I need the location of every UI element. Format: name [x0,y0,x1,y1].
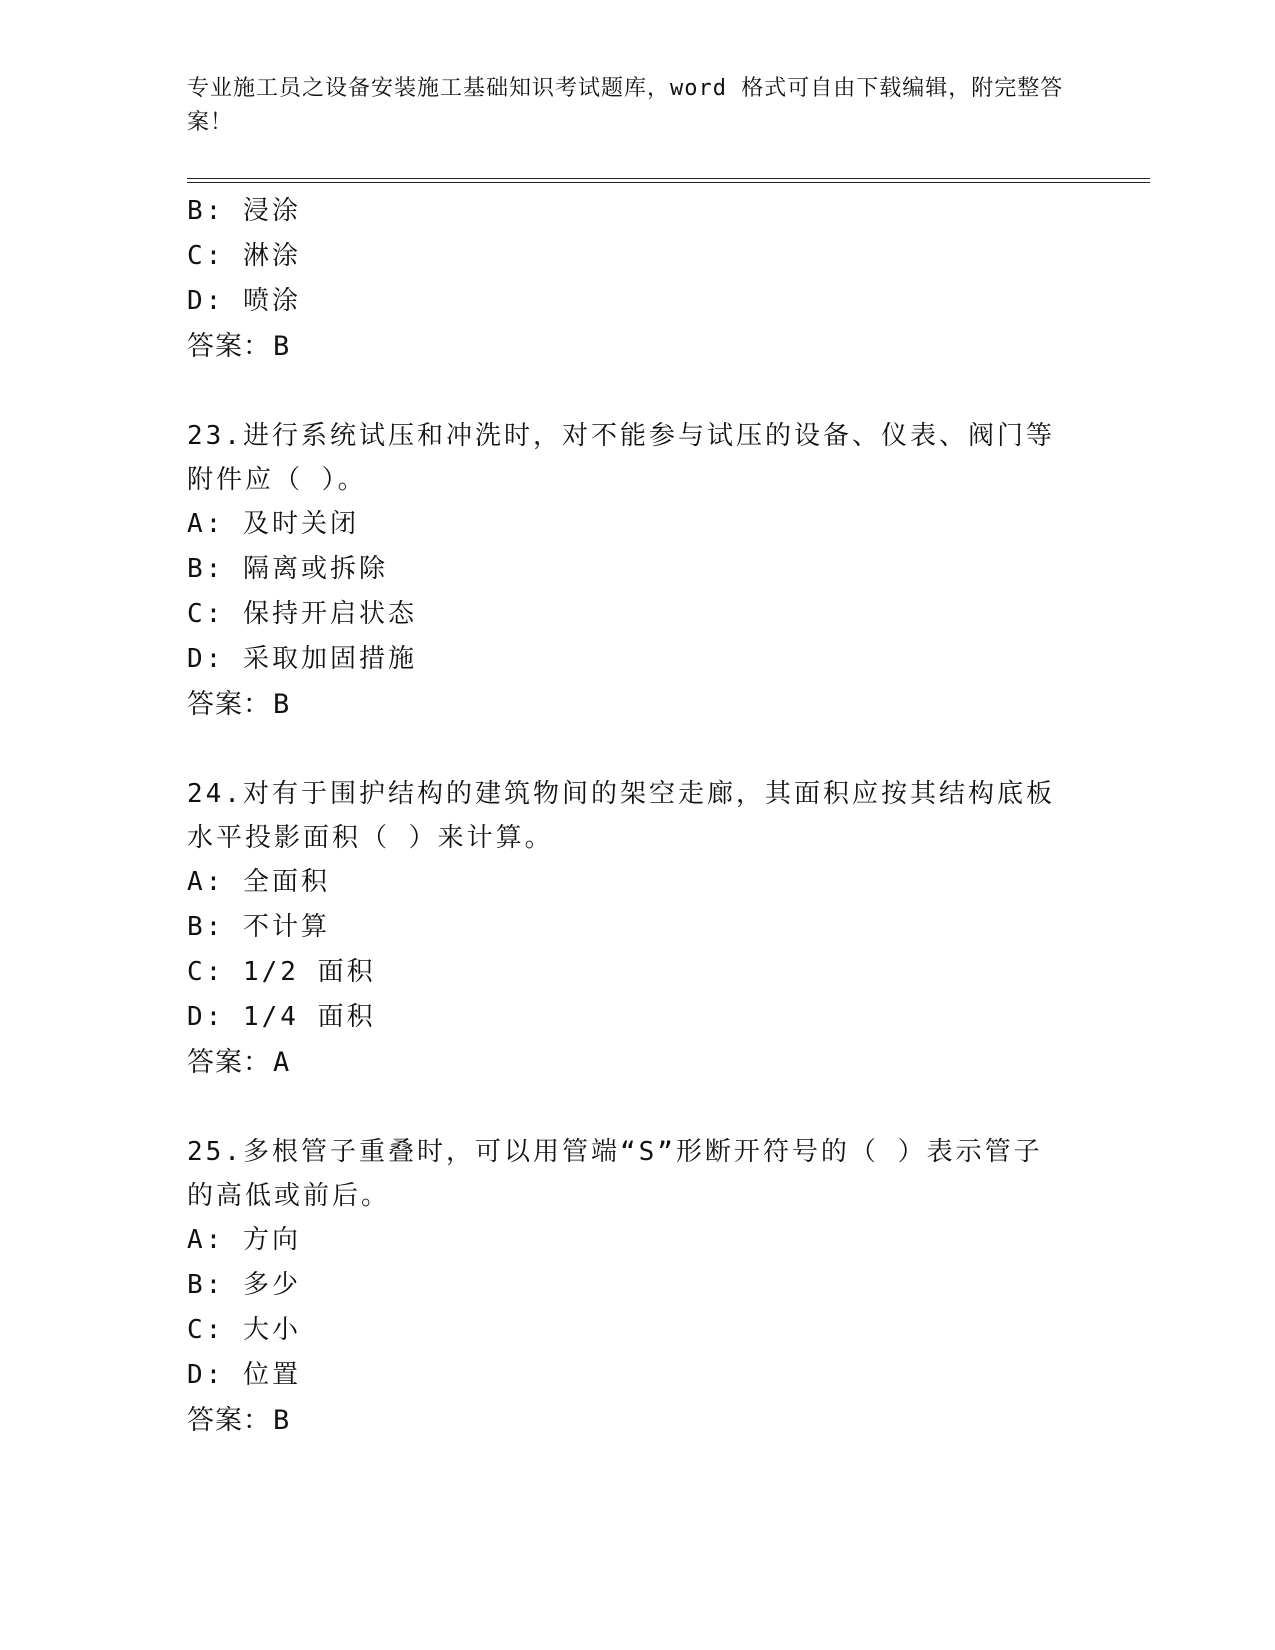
option-b: B: 隔离或拆除 [187,554,388,584]
option-d: D: 1/4 面积 [187,1002,376,1032]
header-rule-bottom [187,182,1150,183]
option-c: C: 淋涂 [187,241,301,271]
answer-line: 答案：A [187,1047,291,1078]
answer-line: 答案：B [187,1405,291,1436]
answer-line: 答案：B [187,331,291,362]
question-text: 24.对有于围护结构的建筑物间的架空走廊，其面积应按其结构底板水平投影面积（ ）来计算。 [187,779,1055,853]
question-text: 25.多根管子重叠时，可以用管端“S”形断开符号的（ ）表示管子的高低或前后。 [187,1137,1043,1211]
answer-line: 答案：B [187,689,291,720]
option-a: A: 方向 [187,1225,301,1255]
option-a: A: 全面积 [187,867,330,897]
question-text: 23.进行系统试压和冲洗时，对不能参与试压的设备、仪表、阀门等附件应（ ）。 [187,421,1055,495]
option-d: D: 喷涂 [187,286,301,316]
question-list [187,189,1067,1443]
question-25 [187,1130,1067,1443]
option-d: D: 位置 [187,1360,301,1390]
option-b: B: 多少 [187,1270,301,1300]
option-b: B: 浸涂 [187,196,301,226]
document-header: 专业施工员之设备安装施工基础知识考试题库，word 格式可自由下载编辑，附完整答案！ [187,76,1064,135]
option-c: C: 大小 [187,1315,301,1345]
option-d: D: 采取加固措施 [187,644,417,674]
header-rule-top [187,178,1150,179]
option-b: B: 不计算 [187,912,330,942]
question-24 [187,772,1067,1085]
prev-question [187,189,1067,369]
option-a: A: 及时关闭 [187,509,359,539]
option-c: C: 保持开启状态 [187,599,417,629]
option-c: C: 1/2 面积 [187,957,376,987]
question-23 [187,414,1067,727]
